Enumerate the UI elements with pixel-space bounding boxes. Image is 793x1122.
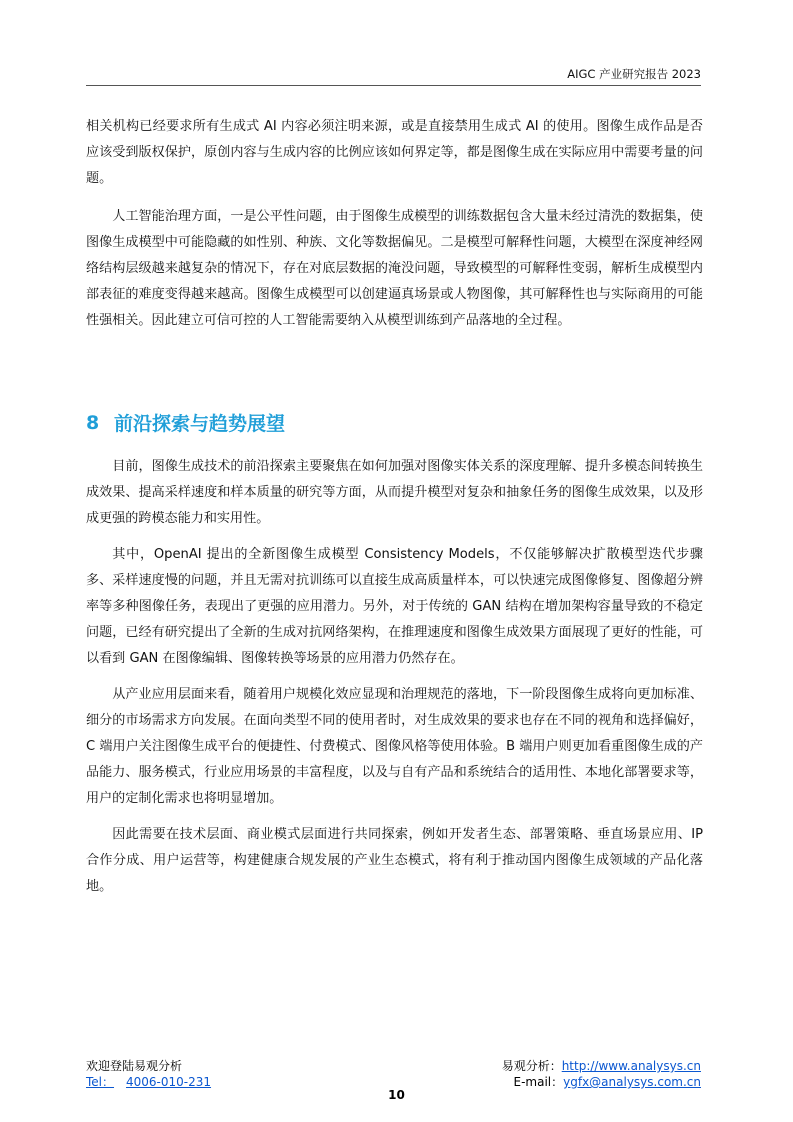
paragraph-joint-exploration: 因此需要在技术层面、商业模式层面进行共同探索，例如开发者生态、部署策略、垂直场景应用、IP 合作分成、用户运营等，构建健康合规发展的产业生态模式，将有利于推动国内图像生成领域的产品化落地。 bbox=[86, 827, 703, 894]
footer-contact-right bbox=[502, 1058, 701, 1090]
header-divider bbox=[86, 85, 701, 86]
paragraph-consistency-models: 其中，OpenAI 提出的全新图像生成模型 Consistency Models，不仅能够解决扩散模型迭代步骤多、采样速度慢的问题，并且无需对抗训练可以直接生成高质量样本，可以快速完成图像修复、图像超分辨率等多种图像任务，表现出了更强的应用潜力。另外，对于传统的 GAN 结构在增加架构容量导致的不稳定问题，已经有研究提出了全新的生成对抗网络架构，在推理速度和图像生成效果方面展现了更好的性能，可以看到 GAN 在图像编辑、图像转换等场景的应用潜力仍然存在。 bbox=[86, 547, 703, 666]
paragraph-industry-application: 从产业应用层面来看，随着用户规模化效应显现和治理规范的落地，下一阶段图像生成将向更加标准、细分的市场需求方向发展。在面向类型不同的使用者时，对生成效果的要求也存在不同的视角和选择偏好，C 端用户关注图像生成平台的便捷性、付费模式、图像风格等使用体验。B 端用户则更加看重图像生成的产品能力、服务模式，行业应用场景的丰富程度，以及与自有产品和系统结合的适用性、本地化部署要求等，用户的定制化需求也将明显增加。 bbox=[86, 687, 703, 806]
running-header-title: AIGC 产业研究报告 2023 bbox=[567, 67, 701, 81]
paragraph-frontier-overview: 目前，图像生成技术的前沿探索主要聚焦在如何加强对图像实体关系的深度理解、提升多模态间转换生成效果、提高采样速度和样本质量的研究等方面，从而提升模型对复杂和抽象任务的图像生成效果，以及形成更强的跨模态能力和实用性。 bbox=[86, 459, 703, 526]
footer-email-label: E-mail： bbox=[513, 1075, 564, 1089]
paragraph-ai-governance: 人工智能治理方面，一是公平性问题，由于图像生成模型的训练数据包含大量未经过清洗的数据集，使图像生成模型中可能隐藏的如性别、种族、文化等数据偏见。二是模型可解释性问题，大模型在深度神经网络结构层级越来越复杂的情况下，存在对底层数据的淹没问题，导致模型的可解释性变弱，解析生成模型内部表征的难度变得越来越高。图像生成模型可以创建逼真场景或人物图像，其可解释性也与实际商用的可能性强相关。因此建立可信可控的人工智能需要纳入从模型训练到产品落地的全过程。 bbox=[86, 209, 703, 328]
section-number: 8 bbox=[86, 411, 100, 434]
footer-site-link[interactable]: http://www.analysys.cn bbox=[561, 1059, 701, 1073]
footer-contact-left bbox=[86, 1058, 211, 1090]
section-heading bbox=[86, 409, 285, 436]
footer-email-link[interactable]: ygfx@analysys.com.cn bbox=[563, 1075, 701, 1089]
page-number: 10 bbox=[388, 1088, 405, 1102]
footer-tel-label: Tel： bbox=[86, 1075, 115, 1089]
footer-welcome-text: 欢迎登陆易观分析 bbox=[86, 1059, 183, 1073]
section-title: 前沿探索与趋势展望 bbox=[114, 413, 286, 435]
footer-site-label: 易观分析： bbox=[501, 1059, 562, 1073]
footer-tel-link[interactable]: 4006-010-231 bbox=[126, 1075, 212, 1089]
footer-site-line bbox=[502, 1058, 701, 1074]
paragraph-copyright-continuation: 相关机构已经要求所有生成式 AI 内容必须注明来源，或是直接禁用生成式 AI 的使用。图像生成作品是否应该受到版权保护，原创内容与生成内容的比例应该如何界定等，都是图像生成在实际应用中需要考量的问题。 bbox=[86, 119, 703, 186]
